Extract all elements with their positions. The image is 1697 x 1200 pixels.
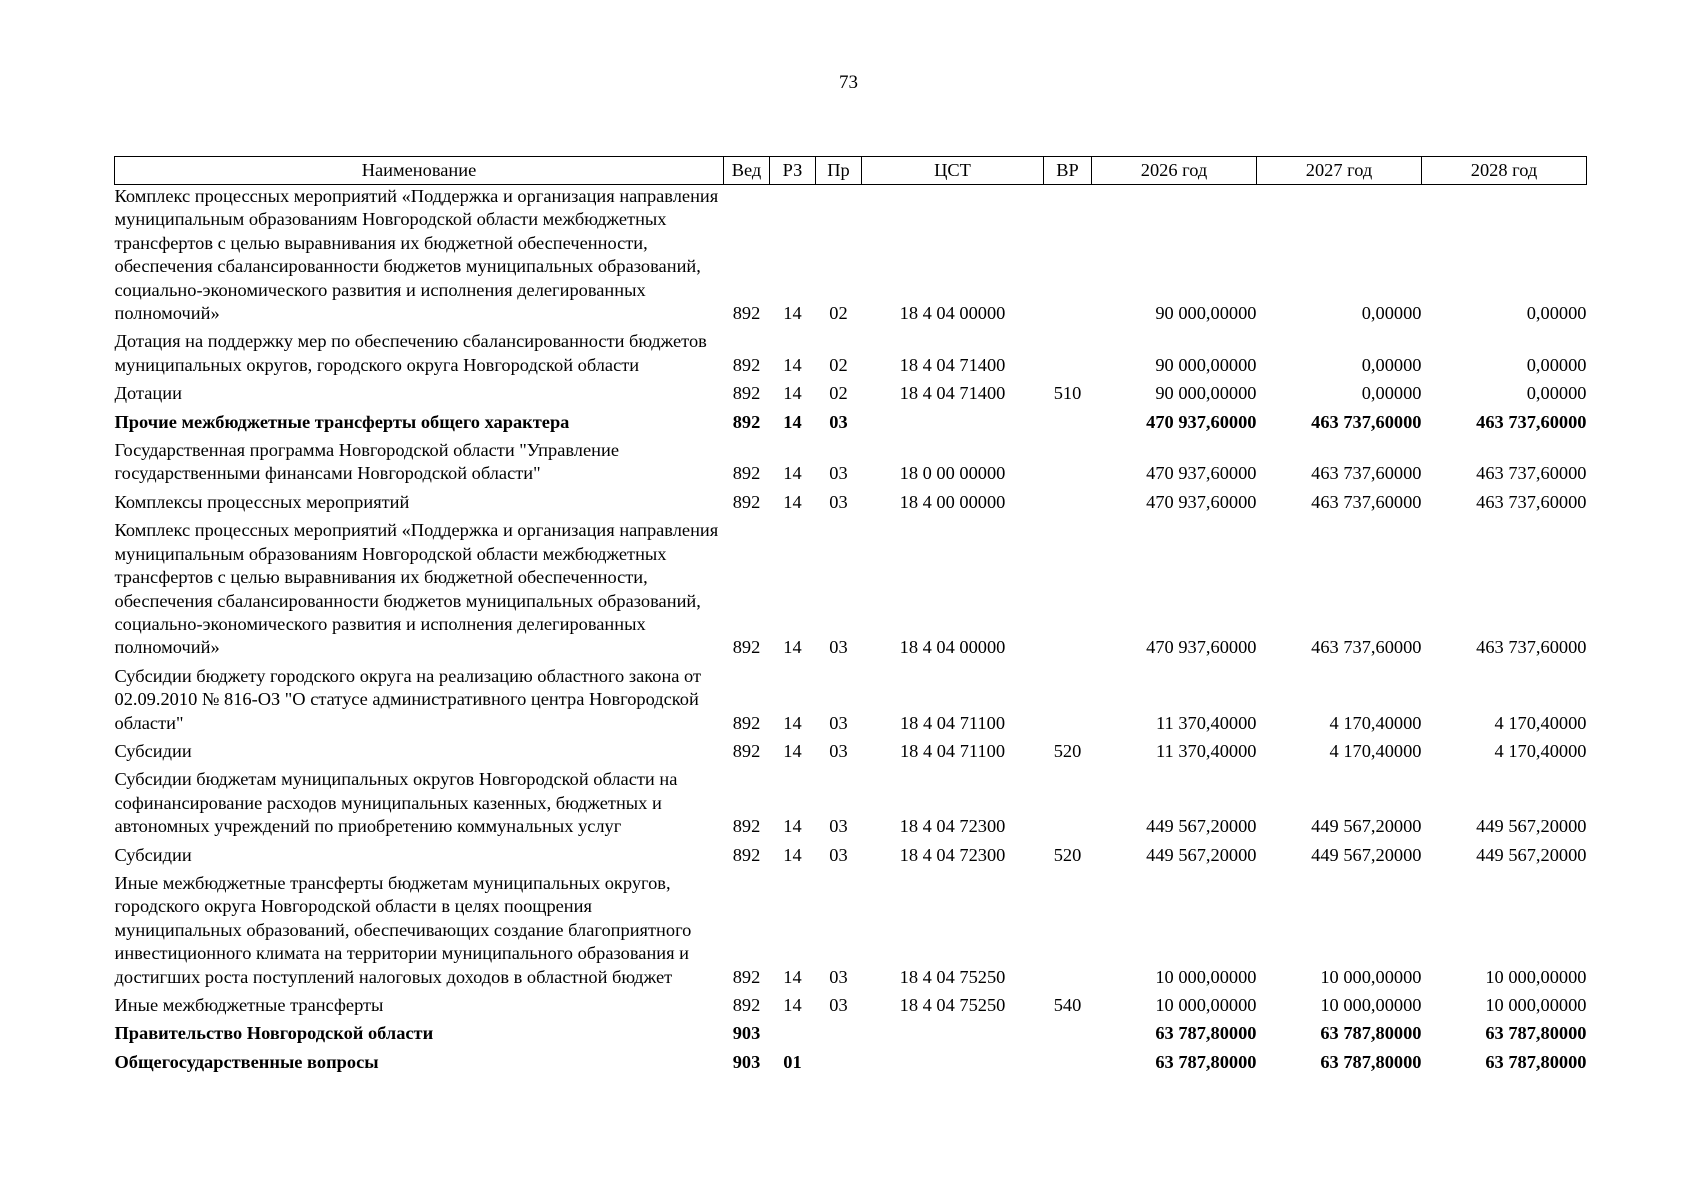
cell-rz: 14 xyxy=(783,844,802,865)
table-row xyxy=(115,514,1587,659)
cell-2028: 0,00000 xyxy=(1526,354,1587,375)
cell-2026: 10 000,00000 xyxy=(1155,995,1257,1015)
cell-rz: 14 xyxy=(783,411,802,432)
cell-name: Дотация на поддержку мер по обеспечению сбалансированности бюджетов муниципальных округов, городского округа Новгородской области xyxy=(114,331,707,375)
cell-ved: 892 xyxy=(732,463,761,484)
cell-rz: 14 xyxy=(783,637,802,658)
cell-2027: 10 000,00000 xyxy=(1320,966,1422,987)
cell-name: Субсидии xyxy=(114,844,192,865)
cell-2027: 463 737,60000 xyxy=(1311,411,1422,432)
cell-2028: 10 000,00000 xyxy=(1485,966,1587,987)
cell-2027: 63 787,80000 xyxy=(1320,1023,1422,1044)
cell-2028: 63 787,80000 xyxy=(1485,1051,1587,1072)
cell-name: Комплексы процессных мероприятий xyxy=(114,491,410,512)
cell-2026: 449 567,20000 xyxy=(1146,816,1257,837)
cell-vr xyxy=(1044,514,1092,659)
cell-ved: 892 xyxy=(732,411,761,432)
cell-rz: 01 xyxy=(783,1051,802,1072)
cell-vr xyxy=(1044,486,1092,514)
cell-ved: 892 xyxy=(732,354,761,375)
cell-pr: 03 xyxy=(829,463,848,484)
cell-2028: 449 567,20000 xyxy=(1476,844,1587,865)
cell-ved: 892 xyxy=(732,995,761,1015)
cell-ved: 892 xyxy=(732,816,761,837)
cell-ved: 892 xyxy=(732,491,761,512)
cell-name: Комплекс процессных мероприятий «Поддержка и организация направления муниципальным образованиям Новгородской области межбюджетных трансфертов с целью выравнивания их бюджетной обеспеченности, обеспечения сбалансированности бюджетов муниципальных образований, социально-экономического развития и исполнения делегированных полномочий» xyxy=(114,186,719,324)
cell-cst: 18 4 04 75250 xyxy=(899,966,1006,987)
cell-rz: 14 xyxy=(783,740,802,761)
cell-2028: 63 787,80000 xyxy=(1485,1023,1587,1044)
cell-2027: 463 737,60000 xyxy=(1311,463,1422,484)
cell-rz: 14 xyxy=(783,966,802,987)
cell-2028: 463 737,60000 xyxy=(1476,637,1587,658)
cell-vr xyxy=(1044,763,1092,838)
cell-2026: 63 787,80000 xyxy=(1155,1023,1257,1044)
cell-pr: 03 xyxy=(829,844,848,865)
cell-2028: 449 567,20000 xyxy=(1476,816,1587,837)
table-row xyxy=(115,486,1587,514)
cell-name: Правительство Новгородской области xyxy=(114,1023,434,1044)
cell-2027: 63 787,80000 xyxy=(1320,1051,1422,1072)
cell-cst: 18 4 04 72300 xyxy=(899,816,1006,837)
cell-cst xyxy=(862,406,1044,434)
cell-rz: 14 xyxy=(783,491,802,512)
cell-name: Иные межбюджетные трансферты xyxy=(114,995,384,1015)
header-2028: 2028 год xyxy=(1422,157,1587,185)
cell-cst: 18 4 04 72300 xyxy=(899,844,1006,865)
cell-2028: 463 737,60000 xyxy=(1476,463,1587,484)
cell-rz: 14 xyxy=(783,354,802,375)
table-row xyxy=(115,325,1587,377)
cell-pr: 03 xyxy=(829,995,848,1015)
cell-2026: 90 000,00000 xyxy=(1155,354,1257,375)
cell-name: Дотации xyxy=(114,383,182,404)
header-2026: 2026 год xyxy=(1092,157,1257,185)
cell-2028: 4 170,40000 xyxy=(1494,712,1587,733)
cell-cst: 18 4 04 71100 xyxy=(899,712,1006,733)
cell-rz: 14 xyxy=(783,303,802,324)
cell-name: Общегосударственные вопросы xyxy=(114,1051,379,1072)
cell-2027: 4 170,40000 xyxy=(1329,712,1422,733)
table-row xyxy=(115,660,1587,735)
cell-vr: 520 xyxy=(1053,740,1082,761)
cell-2028: 463 737,60000 xyxy=(1476,491,1587,512)
cell-2027: 449 567,20000 xyxy=(1311,844,1422,865)
cell-rz: 14 xyxy=(783,712,802,733)
cell-ved: 903 xyxy=(732,1051,761,1072)
cell-ved: 892 xyxy=(732,740,761,761)
header-pr: Пр xyxy=(816,157,862,185)
table-header xyxy=(115,157,1587,185)
table-row xyxy=(115,406,1587,434)
cell-2027: 0,00000 xyxy=(1361,383,1422,404)
cell-2026: 470 937,60000 xyxy=(1146,463,1257,484)
cell-2028: 10 000,00000 xyxy=(1485,995,1587,1015)
table-row xyxy=(115,185,1587,326)
cell-vr xyxy=(1044,867,1092,989)
cell-name: Субсидии xyxy=(114,740,192,761)
header-name: Наименование xyxy=(115,157,724,185)
cell-rz xyxy=(770,1017,816,1045)
cell-vr xyxy=(1044,185,1092,326)
cell-2028: 4 170,40000 xyxy=(1494,740,1587,761)
cell-vr xyxy=(1044,1046,1092,1074)
table-row xyxy=(115,763,1587,838)
cell-ved: 892 xyxy=(732,637,761,658)
cell-name: Субсидии бюджетам муниципальных округов Новгородской области на софинансирование расходов муниципальных казенных, бюджетных и автономных учреждений по приобретению коммунальных услуг xyxy=(114,769,678,837)
header-vr: ВР xyxy=(1044,157,1092,185)
cell-pr xyxy=(816,1017,862,1045)
cell-cst: 18 4 04 71100 xyxy=(899,740,1006,761)
cell-pr: 03 xyxy=(829,411,848,432)
cell-2026: 470 937,60000 xyxy=(1146,491,1257,512)
table-row xyxy=(115,1017,1587,1045)
cell-pr xyxy=(816,1046,862,1074)
cell-cst: 18 4 04 00000 xyxy=(899,637,1006,658)
header-rz: РЗ xyxy=(770,157,816,185)
cell-vr: 520 xyxy=(1053,844,1082,865)
cell-2026: 90 000,00000 xyxy=(1155,383,1257,404)
cell-2028: 0,00000 xyxy=(1526,303,1587,324)
cell-name: Государственная программа Новгородской области "Управление государственными финансами Новгородской области" xyxy=(114,440,619,484)
cell-2027: 463 737,60000 xyxy=(1311,491,1422,512)
cell-2027: 0,00000 xyxy=(1361,303,1422,324)
cell-vr: 540 xyxy=(1053,995,1082,1015)
cell-pr: 03 xyxy=(829,637,848,658)
table-row xyxy=(115,735,1587,763)
cell-ved: 892 xyxy=(732,383,761,404)
cell-pr: 03 xyxy=(829,740,848,761)
cell-ved: 903 xyxy=(732,1023,761,1044)
header-ved: Вед xyxy=(724,157,770,185)
cell-2026: 90 000,00000 xyxy=(1155,303,1257,324)
header-2027: 2027 год xyxy=(1257,157,1422,185)
cell-vr xyxy=(1044,406,1092,434)
cell-2027: 449 567,20000 xyxy=(1311,816,1422,837)
cell-2026: 470 937,60000 xyxy=(1146,637,1257,658)
cell-2028: 0,00000 xyxy=(1526,383,1587,404)
budget-table xyxy=(114,156,1587,1074)
cell-pr: 03 xyxy=(829,816,848,837)
cell-2027: 10 000,00000 xyxy=(1320,995,1422,1015)
cell-vr xyxy=(1044,434,1092,486)
cell-rz: 14 xyxy=(783,995,802,1015)
cell-cst: 18 4 00 00000 xyxy=(899,491,1006,512)
cell-ved: 892 xyxy=(732,966,761,987)
cell-pr: 02 xyxy=(829,383,848,404)
cell-cst xyxy=(862,1046,1044,1074)
cell-cst: 18 4 04 71400 xyxy=(899,383,1006,404)
table-row xyxy=(115,434,1587,486)
cell-vr xyxy=(1044,325,1092,377)
cell-vr xyxy=(1044,1017,1092,1045)
table-row xyxy=(115,989,1587,1017)
cell-cst xyxy=(862,1017,1044,1045)
cell-cst: 18 4 04 75250 xyxy=(899,995,1006,1015)
cell-pr: 03 xyxy=(829,966,848,987)
cell-cst: 18 4 04 71400 xyxy=(899,354,1006,375)
cell-2027: 4 170,40000 xyxy=(1329,740,1422,761)
cell-2026: 11 370,40000 xyxy=(1156,712,1257,733)
table-row xyxy=(115,377,1587,405)
cell-rz: 14 xyxy=(783,463,802,484)
cell-2026: 449 567,20000 xyxy=(1146,844,1257,865)
cell-2028: 463 737,60000 xyxy=(1476,411,1587,432)
cell-cst: 18 4 04 00000 xyxy=(899,303,1006,324)
cell-2026: 10 000,00000 xyxy=(1155,966,1257,987)
cell-ved: 892 xyxy=(732,844,761,865)
table-row xyxy=(115,839,1587,867)
header-cst: ЦСТ xyxy=(862,157,1044,185)
cell-name: Прочие межбюджетные трансферты общего характера xyxy=(114,411,570,432)
cell-rz: 14 xyxy=(783,383,802,404)
cell-pr: 03 xyxy=(829,712,848,733)
cell-ved: 892 xyxy=(732,712,761,733)
table-row xyxy=(115,867,1587,989)
page-number: 73 xyxy=(839,72,858,93)
cell-ved: 892 xyxy=(732,303,761,324)
cell-pr: 02 xyxy=(829,354,848,375)
cell-2026: 470 937,60000 xyxy=(1146,411,1257,432)
cell-name: Иные межбюджетные трансферты бюджетам муниципальных округов, городского округа Новгородской области в целях поощрения муниципальных образований, обеспечивающих создание благоприятного инвестиционного климата на территории муниципального образования и достигших роста поступлений налоговых доходов в областной бюджет xyxy=(114,872,692,987)
cell-cst: 18 0 00 00000 xyxy=(899,463,1006,484)
cell-pr: 03 xyxy=(829,491,848,512)
cell-2026: 63 787,80000 xyxy=(1155,1051,1257,1072)
cell-name: Субсидии бюджету городского округа на реализацию областного закона от 02.09.2010 № 816-ОЗ "О статусе административного центра Новгородской области" xyxy=(114,665,702,733)
table-row xyxy=(115,1046,1587,1074)
cell-vr: 510 xyxy=(1053,383,1082,404)
cell-name: Комплекс процессных мероприятий «Поддержка и организация направления муниципальным образованиям Новгородской области межбюджетных трансфертов с целью выравнивания их бюджетной обеспеченности, обеспечения сбалансированности бюджетов муниципальных образований, социально-экономического развития и исполнения делегированных полномочий» xyxy=(114,520,719,658)
cell-2027: 0,00000 xyxy=(1361,354,1422,375)
cell-2026: 11 370,40000 xyxy=(1156,740,1257,761)
table-body xyxy=(115,185,1587,1075)
cell-rz: 14 xyxy=(783,816,802,837)
cell-pr: 02 xyxy=(829,303,848,324)
cell-2027: 463 737,60000 xyxy=(1311,637,1422,658)
cell-vr xyxy=(1044,660,1092,735)
